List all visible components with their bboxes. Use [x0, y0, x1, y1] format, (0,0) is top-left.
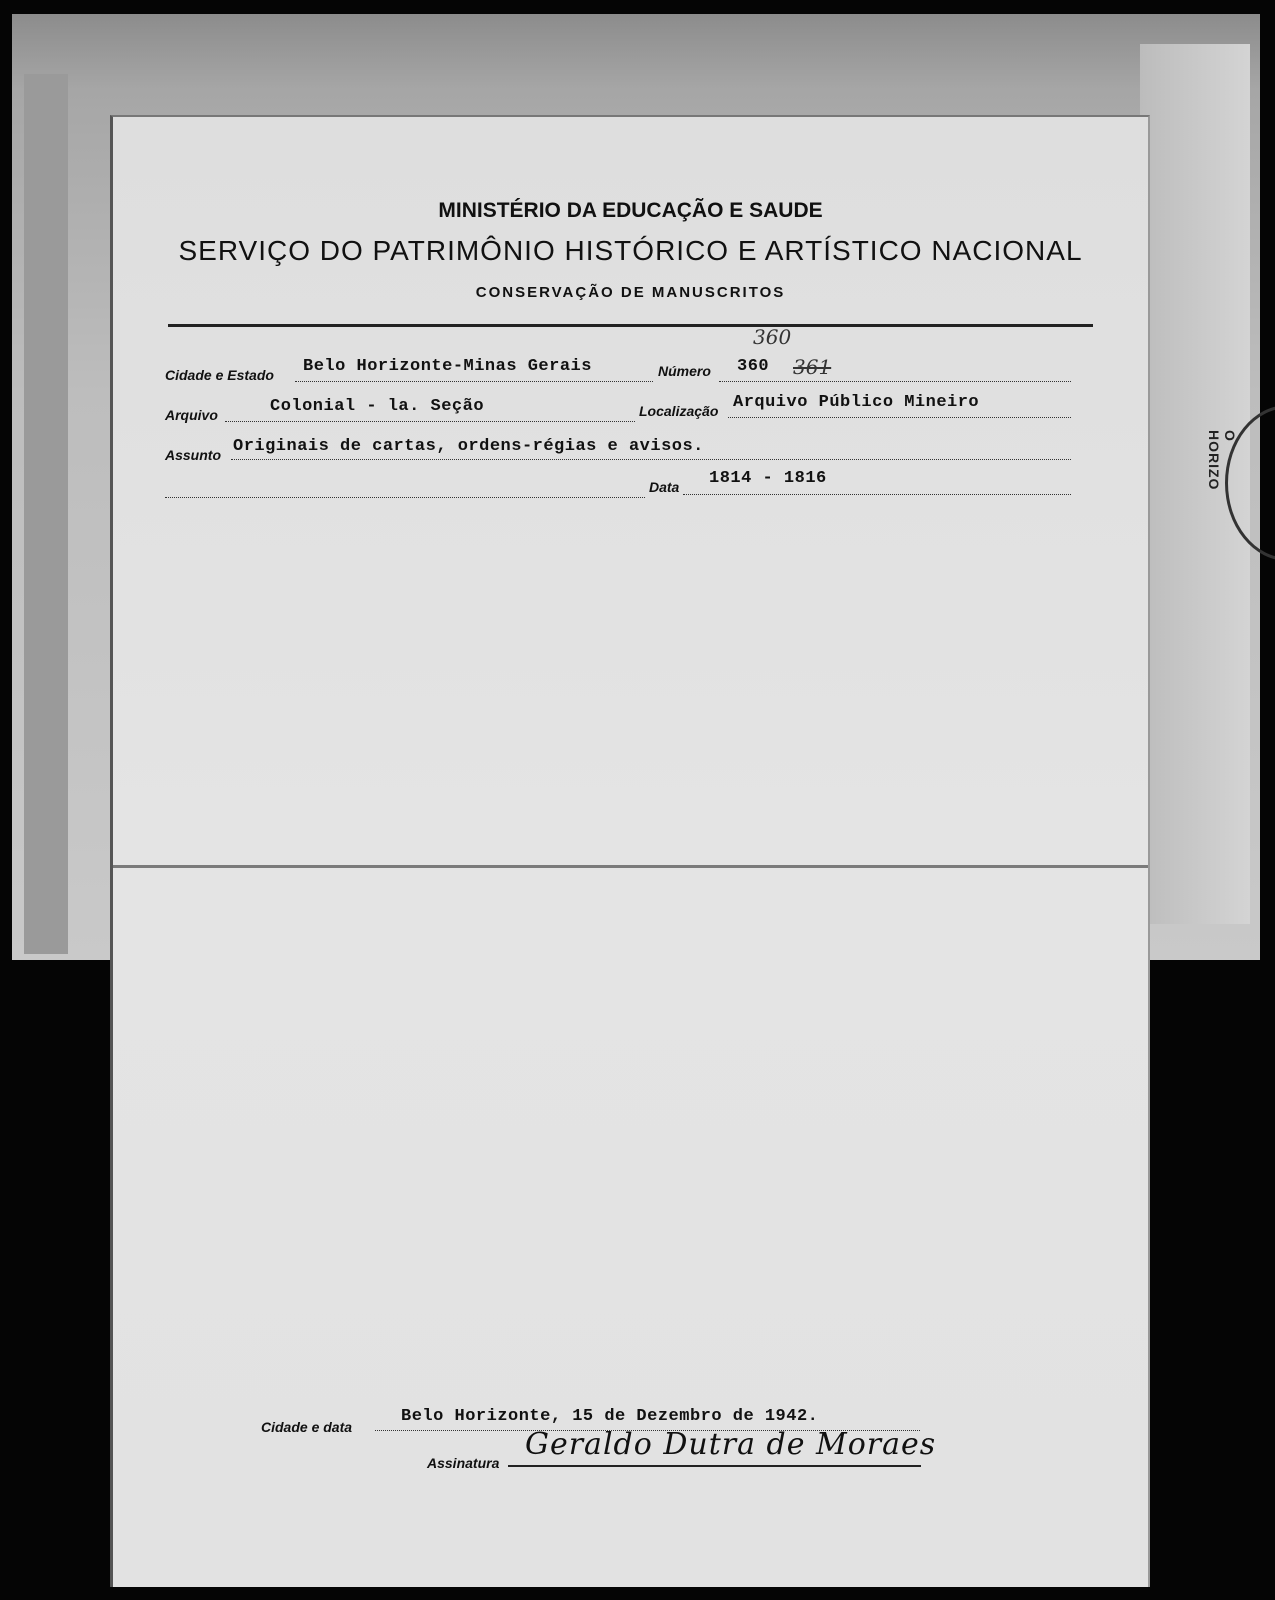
signature: Geraldo Dutra de Moraes [525, 1427, 937, 1462]
header-rule [168, 324, 1093, 327]
arquivo-value: Colonial - la. Seção [270, 397, 485, 416]
arquivo-label: Arquivo [165, 407, 218, 423]
catalog-form [110, 115, 1150, 1587]
numero-handwritten: 360 [753, 325, 792, 349]
cidade-estado-label: Cidade e Estado [165, 367, 274, 383]
stamp-text: O HORIZO [1206, 430, 1238, 491]
section-title: CONSERVAÇÃO DE MANUSCRITOS [475, 284, 786, 301]
cidade-estado-line [295, 381, 653, 382]
service-title: SERVIÇO DO PATRIMÔNIO HISTÓRICO E ARTÍSTICO NACIONAL [178, 235, 1083, 266]
assinatura-label: Assinatura [427, 1455, 500, 1471]
ministry-title: MINISTÉRIO DA EDUCAÇÃO E SAUDE [438, 199, 823, 222]
localizacao-line [728, 417, 1071, 418]
arquivo-line [225, 421, 635, 422]
torn-edge [24, 74, 68, 954]
localizacao-value: Arquivo Público Mineiro [733, 393, 980, 412]
signature-line [508, 1465, 921, 1467]
data-value: 1814 - 1816 [709, 469, 827, 488]
paper-fold [113, 865, 1148, 868]
assunto-line [231, 459, 1071, 460]
assunto-value: Originais de cartas, ordens-régias e avisos. [233, 437, 704, 456]
cidade-estado-value: Belo Horizonte-Minas Gerais [303, 357, 592, 376]
assunto-label: Assunto [165, 447, 221, 463]
localizacao-label: Localização [639, 403, 719, 419]
data-line [683, 494, 1071, 495]
blank-line [165, 497, 645, 498]
cidade-data-value: Belo Horizonte, 15 de Dezembro de 1942. [401, 1407, 819, 1426]
numero-line [719, 381, 1071, 382]
data-label: Data [649, 479, 680, 495]
numero-struck: 361 [793, 355, 832, 379]
cidade-data-label: Cidade e data [261, 1419, 353, 1435]
numero-label: Número [658, 363, 711, 379]
numero-value: 360 [737, 357, 770, 376]
